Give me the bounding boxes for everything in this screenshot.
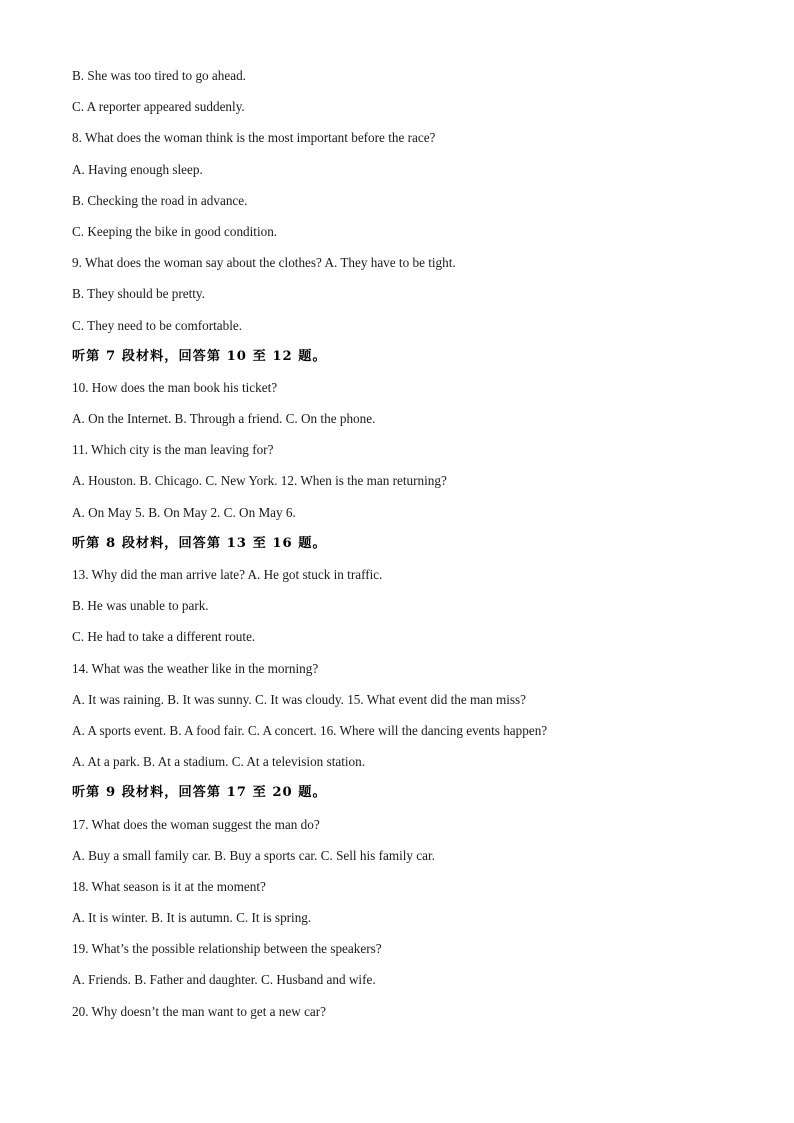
text-line: C. Keeping the bike in good condition. (72, 223, 278, 239)
text-line: 20. Why doesn’t the man want to get a new car? (72, 1003, 327, 1019)
text-line: A. It is winter. B. It is autumn. C. It is spring. (72, 910, 312, 926)
text-line: 17. What does the woman suggest the man do? (72, 816, 320, 832)
text-line: C. They need to be comfortable. (72, 317, 243, 333)
section-heading: 听第 8 段材料，回答第 13 至 16 题。 (72, 535, 327, 551)
text-line: A. On May 5. B. On May 2. C. On May 6. (72, 504, 296, 520)
text-line: A. A sports event. B. A food fair. C. A concert. 16. Where will the dancing events happen? (72, 722, 548, 738)
text-line: A. Buy a small family car. B. Buy a sports car. C. Sell his family car. (72, 847, 435, 863)
text-line: B. She was too tired to go ahead. (72, 68, 246, 83)
text-line: 11. Which city is the man leaving for? (72, 442, 274, 458)
section-heading: 听第 7 段材料，回答第 10 至 12 题。 (72, 348, 327, 364)
text-line: B. They should be pretty. (72, 286, 205, 302)
text-line: 13. Why did the man arrive late? A. He got stuck in traffic. (72, 567, 383, 582)
text-line: B. He was unable to park. (72, 598, 209, 614)
text-line: A. On the Internet. B. Through a friend. C. On the phone. (72, 411, 376, 427)
section-heading: 听第 9 段材料，回答第 17 至 20 题。 (72, 785, 327, 801)
text-line: C. He had to take a different route. (72, 629, 256, 645)
text-line: A. It was raining. B. It was sunny. C. It was cloudy. 15. What event did the man miss? (72, 691, 527, 707)
text-line: 8. What does the woman think is the most important before the race? (72, 130, 436, 146)
text-line: B. Checking the road in advance. (72, 192, 248, 208)
text-line: 14. What was the weather like in the morning? (72, 660, 319, 676)
document-page (72, 66, 752, 1033)
text-line: 19. What’s the possible relationship between the speakers? (72, 941, 382, 957)
text-line: A. Houston. B. Chicago. C. New York. 12. When is the man returning? (72, 473, 447, 489)
text-line: 10. How does the man book his ticket? (72, 379, 278, 395)
text-line: A. Friends. B. Father and daughter. C. Husband and wife. (72, 972, 376, 988)
text-line: A. Having enough sleep. (72, 161, 203, 177)
text-line: C. A reporter appeared suddenly. (72, 99, 245, 115)
text-line: 18. What season is it at the moment? (72, 878, 266, 894)
text-line: A. At a park. B. At a stadium. C. At a television station. (72, 754, 366, 770)
text-line: 9. What does the woman say about the clothes? A. They have to be tight. (72, 255, 456, 271)
